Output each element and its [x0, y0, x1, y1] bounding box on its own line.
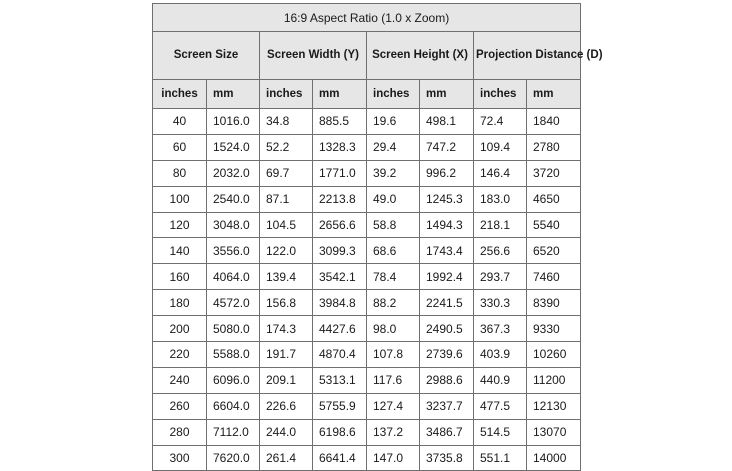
- table-cell: 2241.5: [420, 290, 474, 316]
- table-cell: 260: [153, 393, 207, 419]
- table-cell: 293.7: [474, 264, 527, 290]
- table-cell: 3099.3: [313, 238, 367, 264]
- table-row: [153, 109, 581, 135]
- unit-header-mm: mm: [420, 80, 474, 109]
- table-cell: 1494.3: [420, 212, 474, 238]
- table-cell: 7112.0: [207, 419, 260, 445]
- table-cell: 2988.6: [420, 367, 474, 393]
- table-cell: 4427.6: [313, 316, 367, 342]
- table-cell: 6198.6: [313, 419, 367, 445]
- table-cell: 6604.0: [207, 393, 260, 419]
- table-cell: 551.1: [474, 445, 527, 471]
- table-row: [153, 134, 581, 160]
- table-cell: 139.4: [260, 264, 313, 290]
- table-cell: 1328.3: [313, 134, 367, 160]
- table-cell: 39.2: [367, 160, 420, 186]
- table-row: [153, 264, 581, 290]
- table-cell: 68.6: [367, 238, 420, 264]
- table-row: [153, 238, 581, 264]
- table-cell: 98.0: [367, 316, 420, 342]
- table-cell: 34.8: [260, 109, 313, 135]
- aspect-ratio-table: [152, 3, 603, 471]
- header-screen-width: Screen Width (Y): [260, 32, 367, 80]
- table-row: [153, 316, 581, 342]
- table-cell: 6520: [527, 238, 581, 264]
- table-cell: 2739.6: [420, 342, 474, 368]
- table-cell: 69.7: [260, 160, 313, 186]
- table-cell: 7460: [527, 264, 581, 290]
- table-cell: 4572.0: [207, 290, 260, 316]
- table-cell: 4870.4: [313, 342, 367, 368]
- table-cell: 160: [153, 264, 207, 290]
- table-cell: 109.4: [474, 134, 527, 160]
- table-cell: 256.6: [474, 238, 527, 264]
- table-cell: 209.1: [260, 367, 313, 393]
- table-cell: 49.0: [367, 186, 420, 212]
- table-row: [153, 212, 581, 238]
- table-cell: 747.2: [420, 134, 474, 160]
- table-cell: 3237.7: [420, 393, 474, 419]
- table-cell: 29.4: [367, 134, 420, 160]
- table-cell: 2780: [527, 134, 581, 160]
- table-cell: 120: [153, 212, 207, 238]
- table-cell: 104.5: [260, 212, 313, 238]
- table-cell: 78.4: [367, 264, 420, 290]
- table-cell: 1840: [527, 109, 581, 135]
- table-cell: 2032.0: [207, 160, 260, 186]
- table-cell: 261.4: [260, 445, 313, 471]
- table-cell: 122.0: [260, 238, 313, 264]
- table-cell: 3556.0: [207, 238, 260, 264]
- table-cell: 2656.6: [313, 212, 367, 238]
- table-cell: 12130: [527, 393, 581, 419]
- unit-header-inches: inches: [260, 80, 313, 109]
- table-cell: 117.6: [367, 367, 420, 393]
- table-row: [153, 393, 581, 419]
- table-cell: 440.9: [474, 367, 527, 393]
- table-cell: 19.6: [367, 109, 420, 135]
- table-cell: 8390: [527, 290, 581, 316]
- table-cell: 280: [153, 419, 207, 445]
- table-cell: 3984.8: [313, 290, 367, 316]
- table-cell: 80: [153, 160, 207, 186]
- table-row: [153, 290, 581, 316]
- table-cell: 885.5: [313, 109, 367, 135]
- table-cell: 6096.0: [207, 367, 260, 393]
- table-cell: 3720: [527, 160, 581, 186]
- unit-header-inches: inches: [474, 80, 527, 109]
- aspect-ratio-table-container: [152, 3, 603, 471]
- table-cell: 72.4: [474, 109, 527, 135]
- table-cell: 7620.0: [207, 445, 260, 471]
- table-cell: 174.3: [260, 316, 313, 342]
- table-cell: 137.2: [367, 419, 420, 445]
- table-row: [153, 419, 581, 445]
- table-cell: 183.0: [474, 186, 527, 212]
- table-cell: 107.8: [367, 342, 420, 368]
- table-cell: 300: [153, 445, 207, 471]
- table-cell: 996.2: [420, 160, 474, 186]
- table-cell: 60: [153, 134, 207, 160]
- unit-header-inches: inches: [153, 80, 207, 109]
- table-cell: 1245.3: [420, 186, 474, 212]
- table-row: [153, 445, 581, 471]
- table-cell: 1524.0: [207, 134, 260, 160]
- table-row: [153, 160, 581, 186]
- table-cell: 2490.5: [420, 316, 474, 342]
- table-cell: 40: [153, 109, 207, 135]
- table-cell: 5755.9: [313, 393, 367, 419]
- table-title: 16:9 Aspect Ratio (1.0 x Zoom): [153, 4, 581, 32]
- unit-header-mm: mm: [313, 80, 367, 109]
- unit-header-inches: inches: [367, 80, 420, 109]
- table-cell: 2213.8: [313, 186, 367, 212]
- table-cell: 226.6: [260, 393, 313, 419]
- table-cell: 1743.4: [420, 238, 474, 264]
- header-screen-height: Screen Height (X): [367, 32, 474, 80]
- table-cell: 58.8: [367, 212, 420, 238]
- table-cell: 200: [153, 316, 207, 342]
- table-cell: 240: [153, 367, 207, 393]
- table-cell: 146.4: [474, 160, 527, 186]
- table-cell: 147.0: [367, 445, 420, 471]
- table-cell: 6641.4: [313, 445, 367, 471]
- table-cell: 87.1: [260, 186, 313, 212]
- table-cell: 218.1: [474, 212, 527, 238]
- table-cell: 514.5: [474, 419, 527, 445]
- unit-header-mm: mm: [527, 80, 581, 109]
- table-cell: 3542.1: [313, 264, 367, 290]
- table-cell: 4650: [527, 186, 581, 212]
- table-cell: 14000: [527, 445, 581, 471]
- table-cell: 3486.7: [420, 419, 474, 445]
- table-cell: 4064.0: [207, 264, 260, 290]
- table-cell: 127.4: [367, 393, 420, 419]
- table-cell: 140: [153, 238, 207, 264]
- table-cell: 5540: [527, 212, 581, 238]
- table-cell: 10260: [527, 342, 581, 368]
- table-cell: 5313.1: [313, 367, 367, 393]
- unit-header-mm: mm: [207, 80, 260, 109]
- table-cell: 403.9: [474, 342, 527, 368]
- table-cell: 9330: [527, 316, 581, 342]
- table-row: [153, 367, 581, 393]
- table-row: [153, 342, 581, 368]
- table-cell: 1771.0: [313, 160, 367, 186]
- table-cell: 11200: [527, 367, 581, 393]
- table-cell: 2540.0: [207, 186, 260, 212]
- table-cell: 180: [153, 290, 207, 316]
- table-cell: 156.8: [260, 290, 313, 316]
- table-cell: 100: [153, 186, 207, 212]
- table-cell: 191.7: [260, 342, 313, 368]
- table-cell: 5588.0: [207, 342, 260, 368]
- table-cell: 1992.4: [420, 264, 474, 290]
- table-cell: 13070: [527, 419, 581, 445]
- table-cell: 52.2: [260, 134, 313, 160]
- table-cell: 3048.0: [207, 212, 260, 238]
- table-row: [153, 186, 581, 212]
- header-screen-size: Screen Size: [153, 32, 260, 80]
- table-cell: 88.2: [367, 290, 420, 316]
- table-cell: 244.0: [260, 419, 313, 445]
- table-cell: 330.3: [474, 290, 527, 316]
- table-cell: 367.3: [474, 316, 527, 342]
- header-projection-distance: Projection Distance (D): [474, 32, 581, 80]
- table-cell: 5080.0: [207, 316, 260, 342]
- table-cell: 477.5: [474, 393, 527, 419]
- table-cell: 1016.0: [207, 109, 260, 135]
- table-cell: 498.1: [420, 109, 474, 135]
- table-cell: 3735.8: [420, 445, 474, 471]
- table-cell: 220: [153, 342, 207, 368]
